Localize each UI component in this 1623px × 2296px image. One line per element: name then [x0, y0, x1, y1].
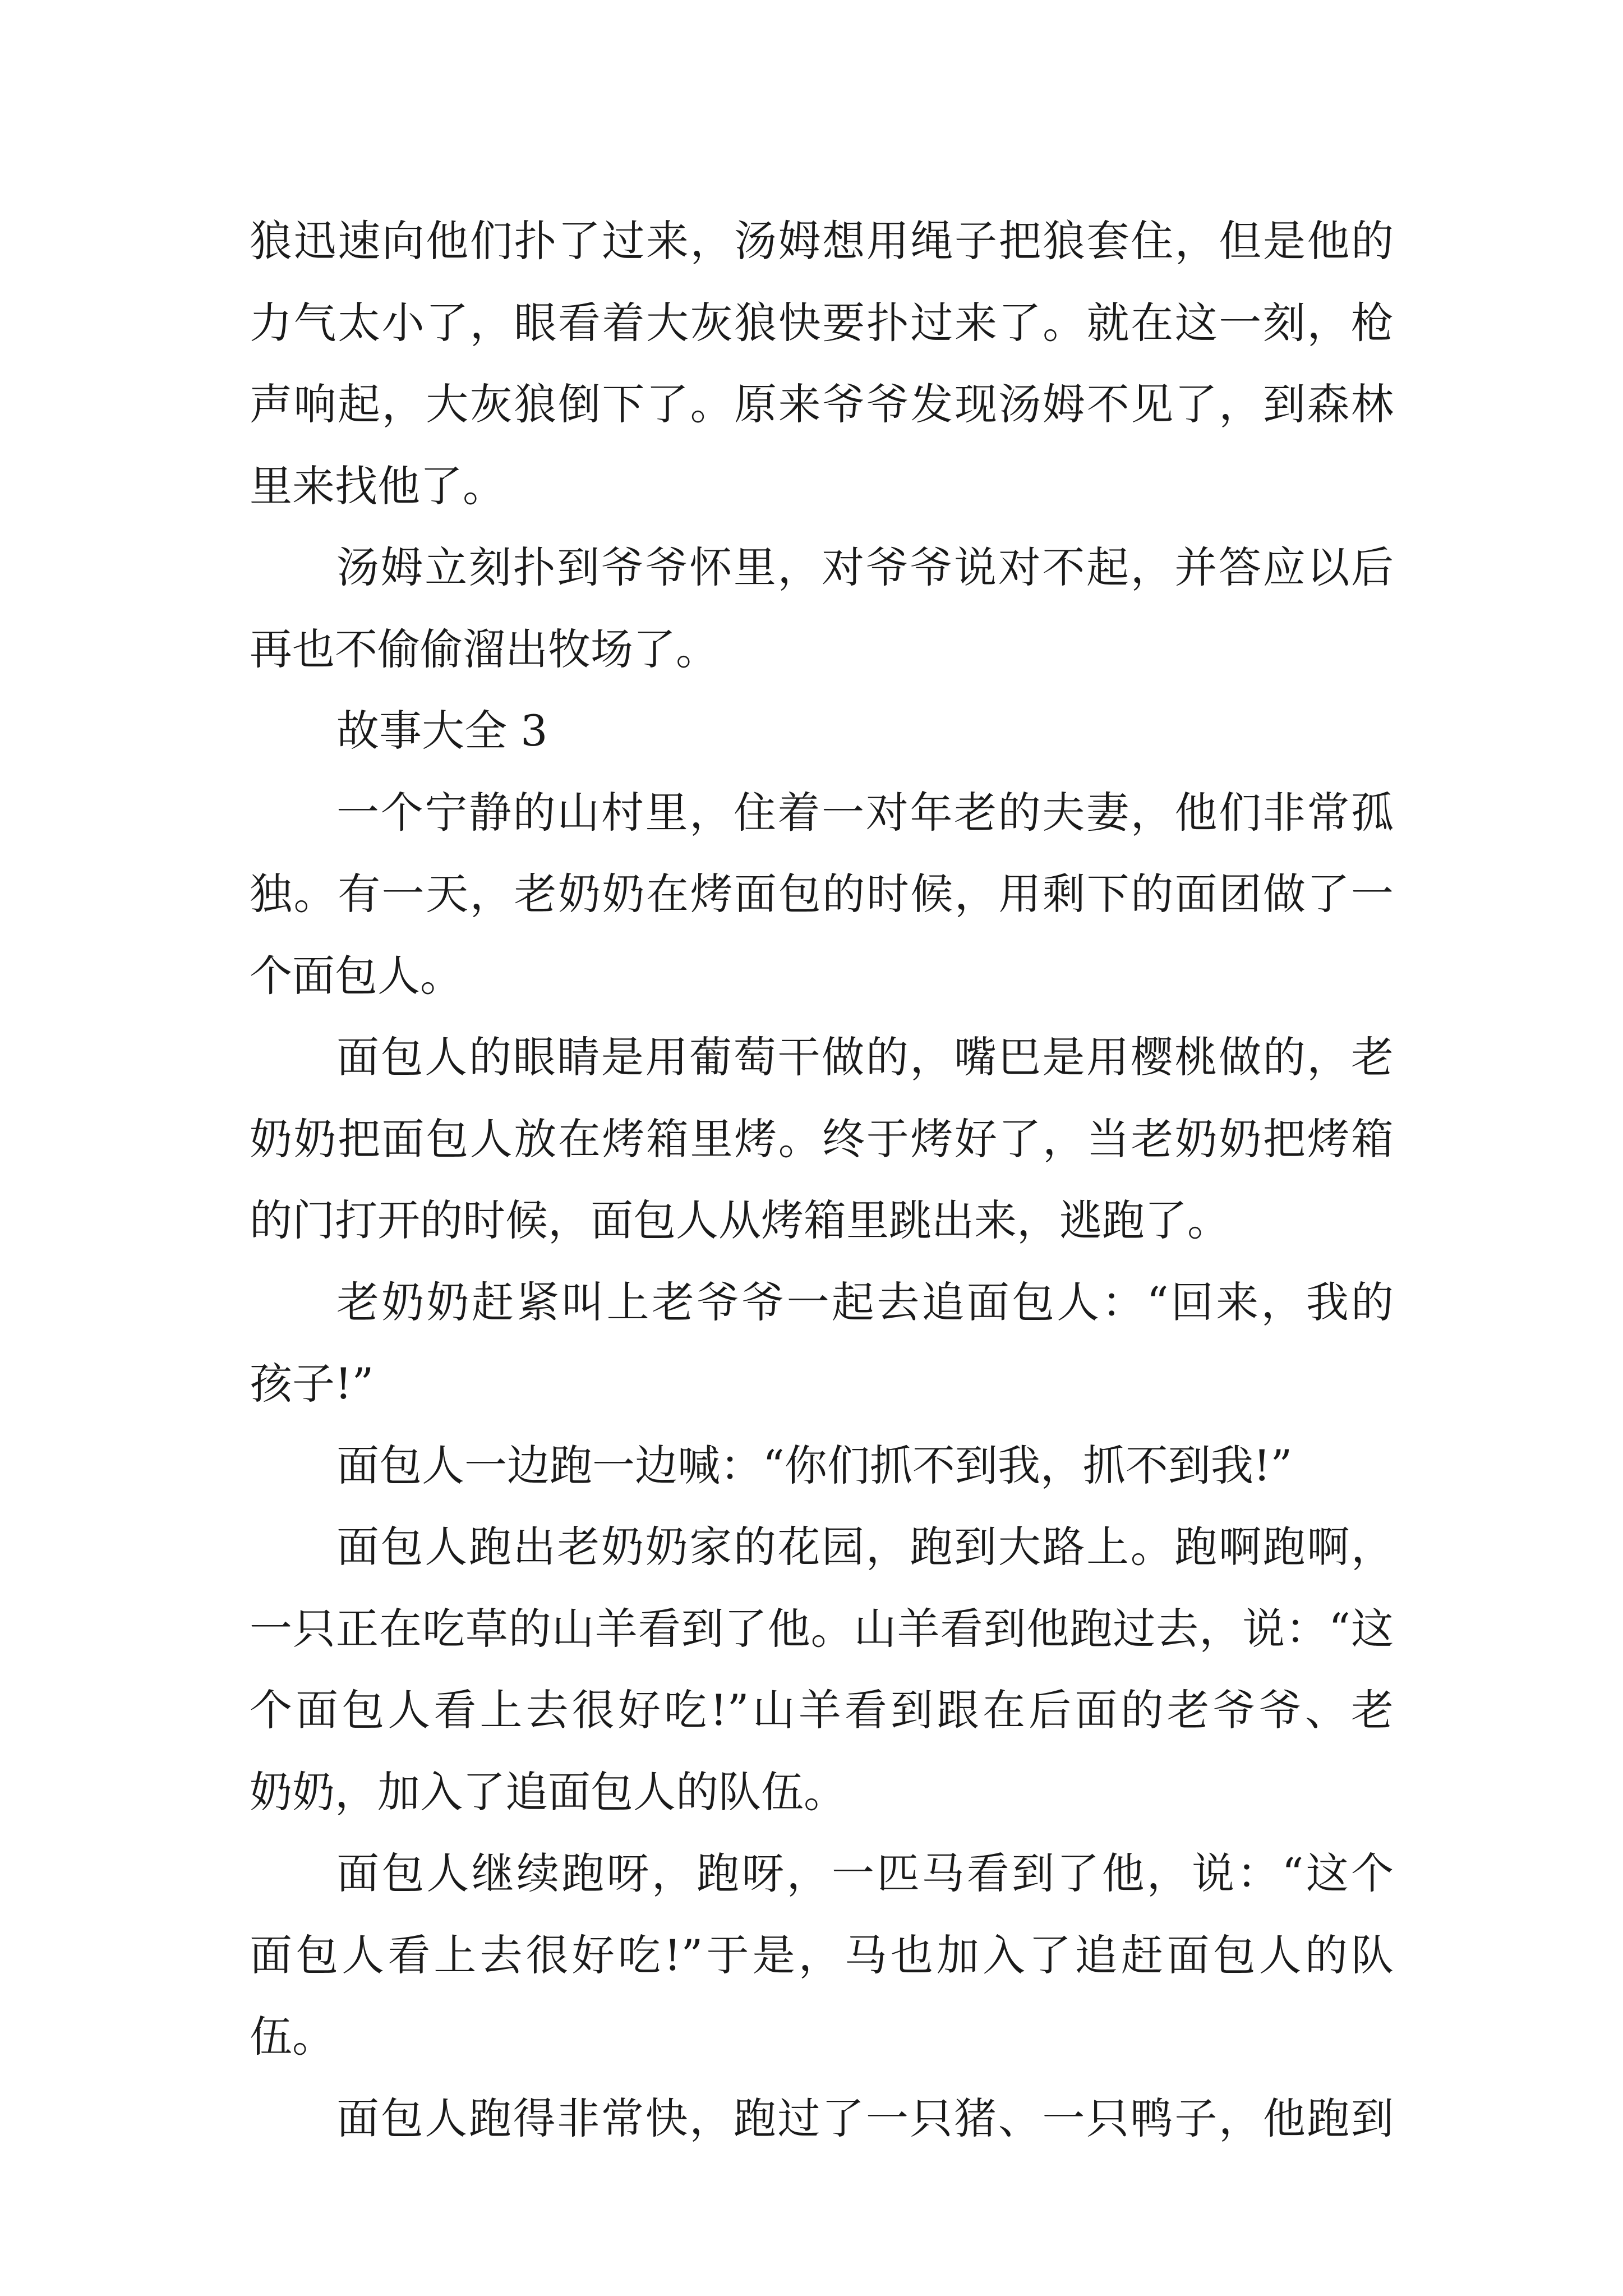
paragraph-first-line: 面包人跑得非常快，跑过了一只猪、一只鸭子，他跑到: [336, 2093, 1394, 2143]
paragraph-first-line: 面包人的眼睛是用葡萄干做的，嘴巴是用樱桃做的，老: [336, 1032, 1394, 1082]
text-line: 面包人看上去很好吃!”于是，马也加入了追赶面包人的队: [250, 1930, 1394, 1980]
text-line: 个面包人。: [250, 951, 463, 1001]
section-heading: 故事大全 3: [336, 706, 548, 756]
paragraph-first-line: 老奶奶赶紧叫上老爷爷一起去追面包人：“回来，我的: [336, 1277, 1394, 1327]
text-line: 伍。: [250, 2012, 335, 2062]
text-line: 独。有一天，老奶奶在烤面包的时候，用剩下的面团做了一: [250, 869, 1394, 919]
paragraph-first-line: 面包人跑出老奶奶家的花园，跑到大路上。跑啊跑啊，: [336, 1522, 1394, 1572]
text-line: 奶奶把面包人放在烤箱里烤。终于烤好了，当老奶奶把烤箱: [250, 1114, 1394, 1164]
text-line: 一只正在吃草的山羊看到了他。山羊看到他跑过去，说：“这: [250, 1604, 1394, 1654]
text-line: 奶奶，加入了追面包人的队伍。: [250, 1767, 846, 1817]
paragraph-first-line: 一个宁静的山村里，住着一对年老的夫妻，他们非常孤: [336, 788, 1394, 838]
text-line: 再也不偷偷溜出牧场了。: [250, 624, 718, 674]
paragraph-first-line: 汤姆立刻扑到爷爷怀里，对爷爷说对不起，并答应以后: [336, 542, 1394, 592]
text-line: 个面包人看上去很好吃!”山羊看到跟在后面的老爷爷、老: [250, 1685, 1394, 1735]
text-line: 的门打开的时候，面包人从烤箱里跳出来，逃跑了。: [250, 1195, 1230, 1245]
paragraph-first-line: 面包人一边跑一边喊：“你们抓不到我，抓不到我!”: [336, 1441, 1293, 1490]
text-line: 孩子!”: [250, 1359, 374, 1409]
text-line: 狼迅速向他们扑了过来，汤姆想用绳子把狼套住，但是他的: [250, 216, 1394, 266]
text-line: 声响起，大灰狼倒下了。原来爷爷发现汤姆不见了，到森林: [250, 379, 1394, 429]
text-line: 力气太小了，眼看着大灰狼快要扑过来了。就在这一刻，枪: [250, 298, 1394, 348]
paragraph-first-line: 面包人继续跑呀，跑呀，一匹马看到了他，说：“这个: [336, 1848, 1394, 1898]
text-line: 里来找他了。: [250, 461, 505, 511]
